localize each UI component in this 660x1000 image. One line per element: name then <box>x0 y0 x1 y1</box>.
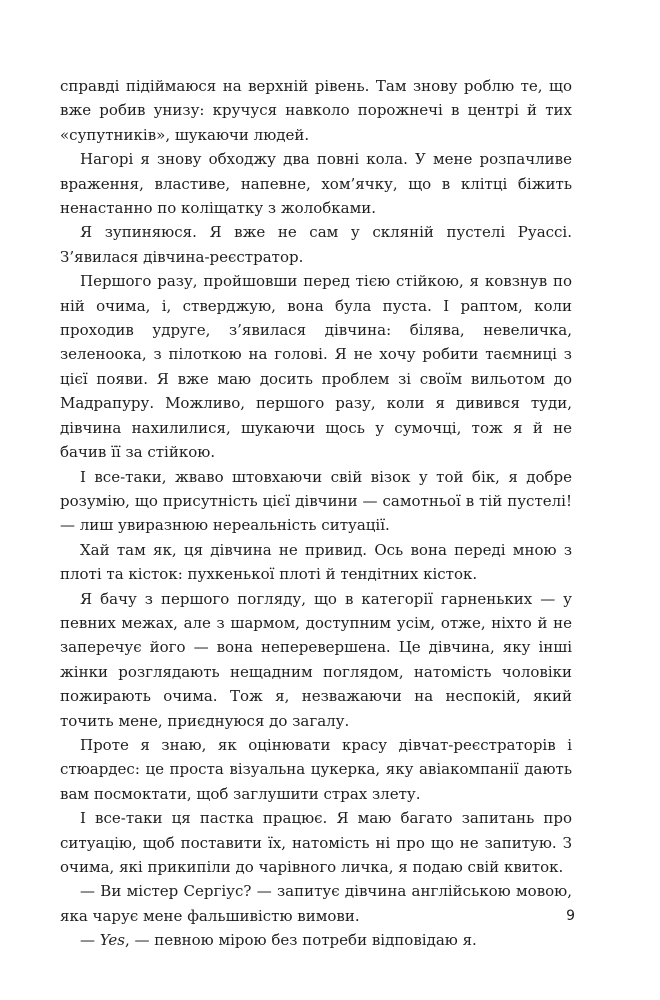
paragraph: Проте я знаю, як оцінювати красу дівчат-реєстраторів і стюардес: це проста візуальна цукерка, яку авіакомпанії дають вам посмоктати, щоб заглушити страх злету. <box>60 735 572 803</box>
dialogue-line <box>60 928 572 952</box>
paragraph: І все-таки, жваво штовхаючи свій візок у той бік, я добре розумію, що присутність цієї дівчини — самотньої в тій пустелі! — лиш увиразнюю нереальність ситуації. <box>60 467 572 535</box>
paragraph: Нагорі я знову обходжу два повні кола. У мене розпачливе враження, властиве, напевне, хом’ячку, що в клітці біжить ненастанно по коліщатку з жолобками. <box>60 150 572 218</box>
dialogue-prefix: — <box>80 931 100 950</box>
english-word: Yes <box>99 931 125 950</box>
paragraph: І все-таки ця пастка працює. Я маю багато запитань про ситуацію, щоб поставити їх, натомість ні про що не запитую. З очима, які прикипіли до чарівного личка, я подаю свій квиток. <box>60 809 572 876</box>
page-number: 9 <box>566 908 575 924</box>
paragraph: справді підіймаюся на верхній рівень. Там знову роблю те, що вже робив унизу: кручуся навколо порожнечі в центрі й тих «супутників», шукаючи людей. <box>60 77 572 144</box>
paragraph: Першого разу, пройшовши перед тією стійкою, я ковзнув по ній очима, і, стверджую, вона була пуста. І раптом, коли проходив удруге, з’явилася дівчина: білява, невеличка, зеленоока, з пілоткою на голові. Я не хочу робити таємниці з цієї появи. Я вже маю досить проблем зі своїм вильотом до Мадрапуру. Можливо, першого разу, коли я дивився туди, дівчина нахилилися, шукаючи щось у сумочці, тож я й не бачив її за стійкою. <box>60 272 572 462</box>
dialogue-suffix: , — певною мірою без потреби відповідаю я. <box>124 931 477 950</box>
paragraph: — Ви містер Сергіус? — запитує дівчина англійською мовою, яка чарує мене фальшивістю вимови. <box>60 882 572 925</box>
paragraph: Хай там як, ця дівчина не привид. Ось вона переді мною з плоті та кісток: пухкенької плоті й тендітних кісток. <box>60 540 572 584</box>
body-text <box>60 74 572 953</box>
paragraph: Я бачу з першого погляду, що в категорії гарненьких — у певних межах, але з шармом, доступним усім, отже, ніхто й не заперечує його — вона неперевершена. Це дівчина, яку інші жінки розглядають нещадним поглядом, натомість чоловіки пожирають очима. Тож я, незважаючи на неспокій, який точить мене, приєднуюся до загалу. <box>60 589 572 730</box>
paragraph: Я зупиняюся. Я вже не сам у скляній пустелі Руассі. З’явилася дівчина-реєстратор. <box>60 223 572 266</box>
